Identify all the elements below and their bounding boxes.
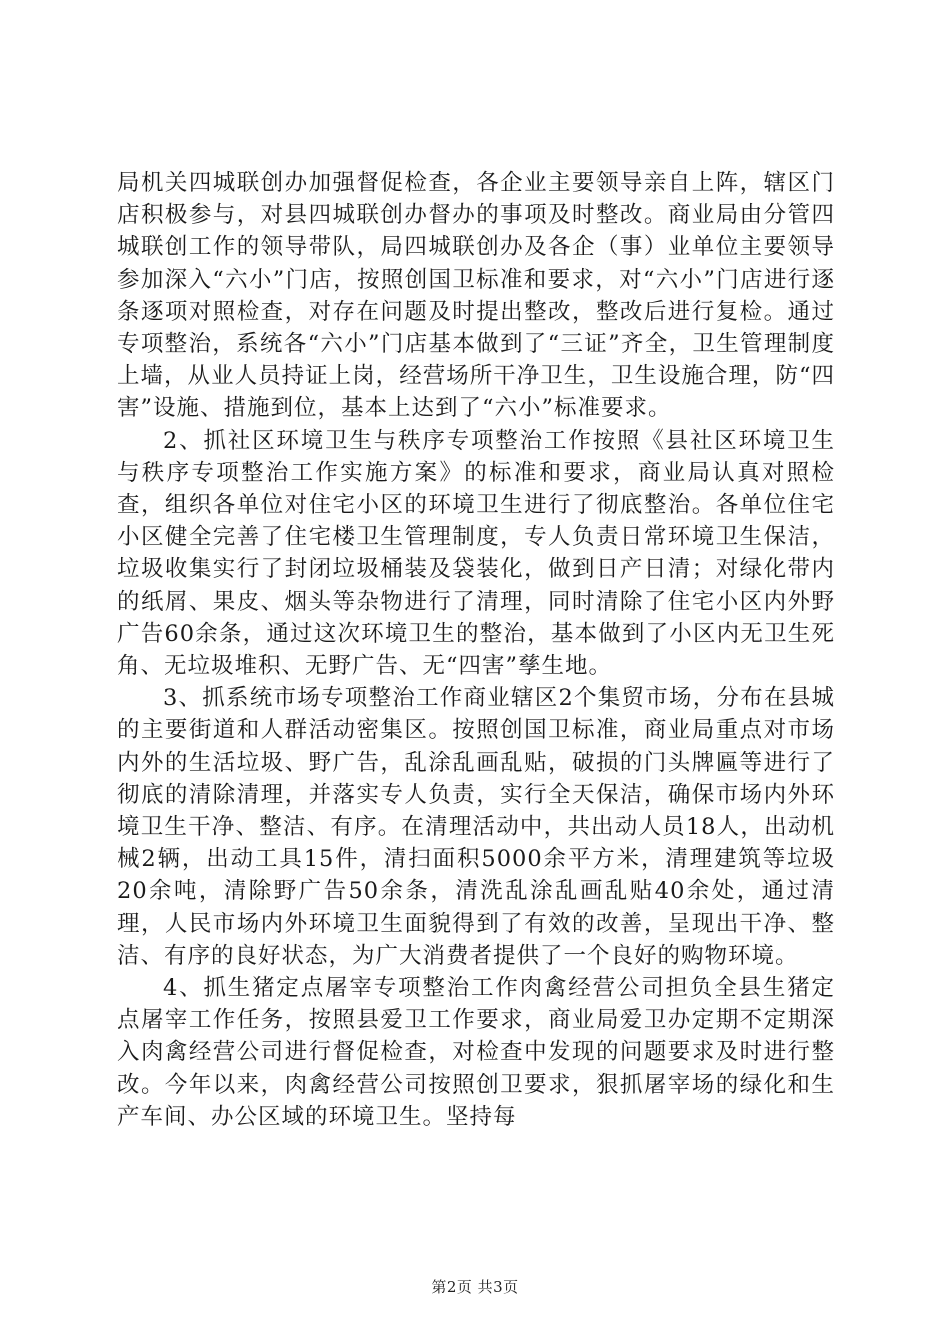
paragraph-2: 2、抓社区环境卫生与秩序专项整治工作按照《县社区环境卫生与秩序专项整治工作实施方案》的标准和要求，商业局认真对照检查，组织各单位对住宅小区的环境卫生进行了彻底整治。各单位住宅小区健全完善了住宅楼卫生管理制度，专人负责日常环境卫生保洁，垃圾收集实行了封闭垃圾桶装及袋装化，做到日产日清；对绿化带内的纸屑、果皮、烟头等杂物进行了清理，同时清除了住宅小区内外野广告60余条，通过这次环境卫生的整治，基本做到了小区内无卫生死角、无垃圾堆积、无野广告、无“四害”孳生地。 (117, 427, 835, 680)
paragraph-4: 4、抓生猪定点屠宰专项整治工作肉禽经营公司担负全县生猪定点屠宰工作任务，按照县爱卫工作要求，商业局爱卫办定期不定期深入肉禽经营公司进行督促检查，对检查中发现的问题要求及时进行整改。今年以来，肉禽经营公司按照创卫要求，狠抓屠宰场的绿化和生产车间、办公区域的环境卫生。坚持每 (117, 975, 835, 1130)
paragraph-1: 局机关四城联创办加强督促检查，各企业主要领导亲自上阵，辖区门店积极参与，对县四城联创办督办的事项及时整改。商业局由分管四城联创工作的领导带队，局四城联创办及各企（事）业单位主要领导参加深入“六小”门店，按照创国卫标准和要求，对“六小”门店进行逐条逐项对照检查，对存在问题及时提出整改，整改后进行复检。通过专项整治，系统各“六小”门店基本做到了“三证”齐全，卫生管理制度上墙，从业人员持证上岗，经营场所干净卫生，卫生设施合理，防“四害”设施、措施到位，基本上达到了“六小”标准要求。 (117, 170, 835, 422)
paragraph-3: 3、抓系统市场专项整治工作商业辖区2个集贸市场，分布在县城的主要街道和人群活动密集区。按照创国卫标准，商业局重点对市场内外的生活垃圾、野广告，乱涂乱画乱贴，破损的门头牌匾等进行了彻底的清除清理，并落实专人负责，实行全天保洁，确保市场内外环境卫生干净、整洁、有序。在清理活动中，共出动人员18人，出动机械2辆，出动工具15件，清扫面积5000余平方米，清理建筑等垃圾20余吨，清除野广告50余条，清洗乱涂乱画乱贴40余处，通过清理，人民市场内外环境卫生面貌得到了有效的改善，呈现出干净、整洁、有序的良好状态，为广大消费者提供了一个良好的购物环境。 (117, 685, 835, 969)
document-body (117, 167, 835, 1133)
page-number-footer: 第2页 共3页 (431, 1278, 519, 1296)
